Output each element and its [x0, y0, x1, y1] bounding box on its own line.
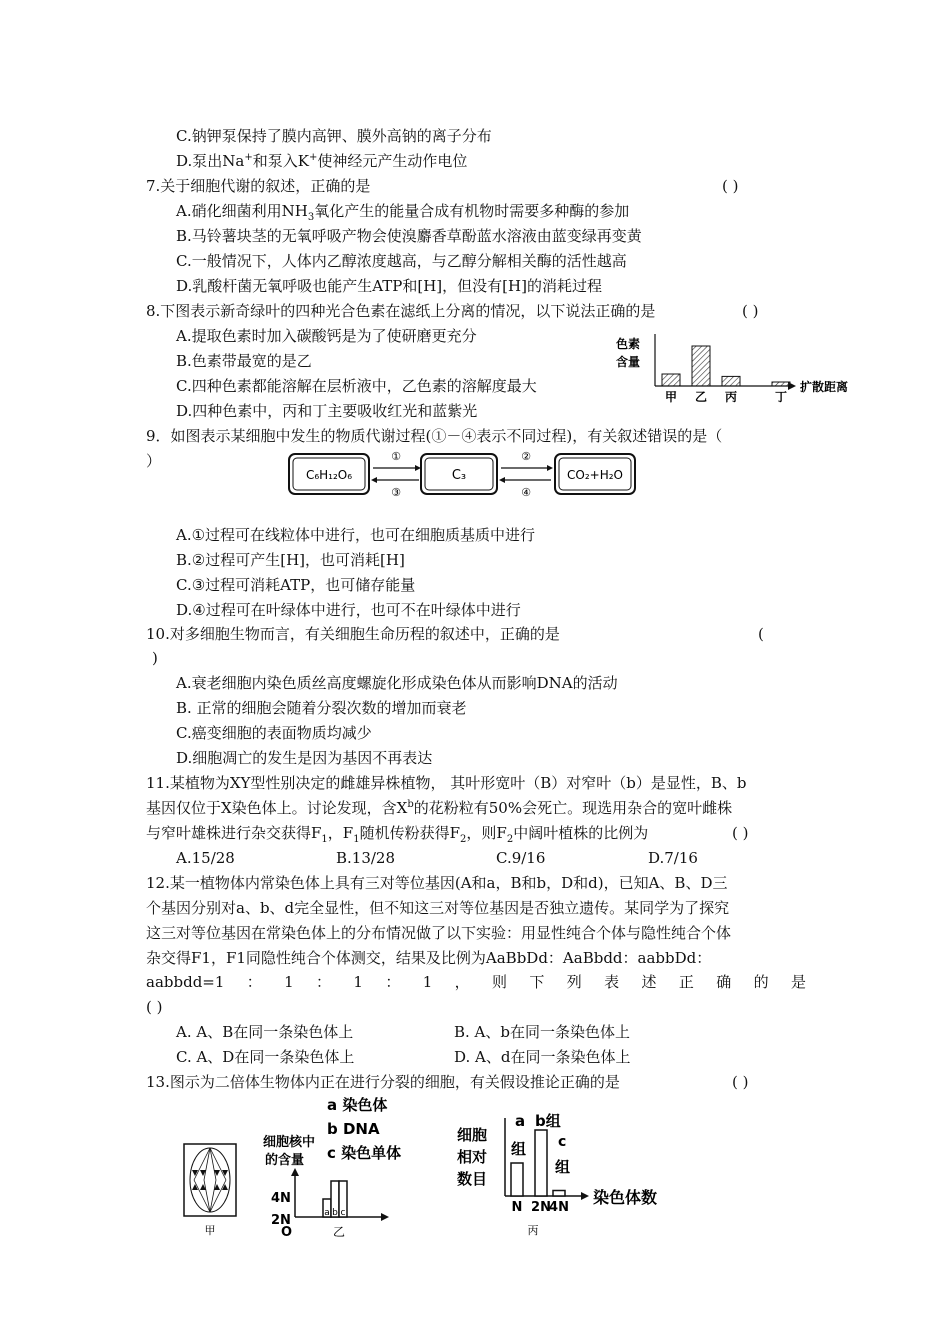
q9-stem: 9．如图表示某细胞中发生的物质代谢过程(①－④表示不同过程)，有关叙述错误的是（	[146, 427, 723, 445]
box-glucose-label: C₆H₁₂O₆	[305, 468, 353, 482]
bing-label-a: a	[515, 1112, 526, 1130]
bing-tick-1: 2N	[531, 1200, 551, 1215]
q12-line-5-part: 表	[604, 973, 620, 991]
metabolism-diagram	[285, 446, 645, 502]
q7-stem: 7.关于细胞代谢的叙述，正确的是	[146, 177, 371, 195]
q10-paren-open: (	[758, 625, 764, 643]
yi-origin: O	[281, 1225, 293, 1240]
bing-label-c-zu: 组	[555, 1158, 571, 1176]
yi-ylabel-2: 的含量	[265, 1153, 305, 1168]
bing-ylabel-3: 数目	[457, 1170, 488, 1188]
bing-ylabel-2: 相对	[457, 1148, 488, 1166]
q6-option-d: D.泵出Na+和泵入K+使神经元产生动作电位	[176, 152, 468, 170]
q12-line-5-part: 下	[529, 973, 545, 991]
q10-option-d: D.细胞凋亡的发生是因为基因不再表达	[176, 749, 433, 767]
q7-option-a: A.硝化细菌利用$NH_3$氧化产生的能量合成有机物时需要多种酶的参加	[176, 202, 630, 223]
q9-option-b: B.②过程可产生[H]，也可消耗[H]	[176, 551, 405, 569]
pigment-bar-label-1: 乙	[694, 390, 708, 404]
q9-stem-end: ）	[146, 452, 162, 470]
q12-line-5-part: 1	[422, 973, 433, 991]
q9-option-c: C.③过程可消耗ATP，也可储存能量	[176, 576, 416, 594]
q12-line-5-part: 的	[753, 973, 769, 991]
q12-line-1: 12.某一植物体内常染色体上具有三对等位基因(A和a，B和b，D和d)，已知A、B、D三	[146, 874, 728, 892]
q6-option-c: C.钠钾泵保持了膜内高钾、膜外高钠的离子分布	[176, 127, 492, 145]
q9-option-d: D.④过程可在叶绿体中进行，也可不在叶绿体中进行	[176, 601, 521, 619]
q12-line-5-part: aabbdd=1	[146, 973, 225, 991]
figure-yi-label: 乙	[332, 1225, 346, 1239]
q11-option-c: C.9/16	[496, 849, 546, 867]
yi-bar-label-1: b	[332, 1208, 338, 1218]
q12-option-a: A. A、B在同一条染色体上	[176, 1023, 354, 1041]
bing-label-a-zu: 组	[511, 1140, 527, 1158]
pigment-bar-3	[772, 382, 790, 386]
bing-tick-2: 4N	[549, 1200, 569, 1215]
q12-line-5-part: ：	[316, 973, 332, 991]
q10-option-a: A.衰老细胞内染色质丝高度螺旋化形成染色体从而影响DNA的活动	[176, 674, 618, 692]
figure-jia-cell	[180, 1140, 240, 1240]
bing-bar-2	[553, 1191, 565, 1197]
pigment-chart	[610, 330, 870, 410]
q12-line-5-part: ，	[454, 973, 470, 991]
q12-line-5-part: 1	[284, 973, 294, 991]
q7-answer-paren: ( )	[722, 177, 739, 195]
bing-label-c: c	[558, 1134, 567, 1150]
q8-option-a: A.提取色素时加入碳酸钙是为了使研磨更充分	[176, 327, 477, 345]
figure-bing-chart	[455, 1110, 685, 1240]
bing-ylabel-1: 细胞	[457, 1126, 488, 1144]
figure-bing-label: 丙	[527, 1224, 539, 1237]
q7-option-b: B.马铃薯块茎的无氧呼吸产物会使溴麝香草酚蓝水溶液由蓝变绿再变黄	[176, 227, 642, 245]
q11-option-b: B.13/28	[336, 849, 396, 867]
yi-ylabel-1: 细胞核中	[263, 1135, 316, 1150]
q8-stem: 8.下图表示新奇绿叶的四种光合色素在滤纸上分离的情况，以下说法正确的是	[146, 302, 656, 320]
yi-legend-b: b DNA	[327, 1120, 380, 1138]
q10-option-c: C.癌变细胞的表面物质均减少	[176, 724, 372, 742]
q12-option-d: D. A、d在同一条染色体上	[454, 1048, 631, 1066]
yi-bar-label-2: c	[340, 1208, 346, 1218]
q12-line-5-part: 正	[678, 973, 694, 991]
q11-option-d: D.7/16	[648, 849, 698, 867]
q12-line-5-part: 1	[353, 973, 363, 991]
q12-line-5-part: 是	[790, 973, 806, 991]
q12-line-3: 这三对等位基因在常染色体上的分布情况做了以下实验：用显性纯合个体与隐性纯合个体	[146, 924, 732, 942]
q12-line-5-part: 述	[641, 973, 657, 991]
q12-line-5	[146, 972, 806, 992]
yi-legend-c: c 染色单体	[327, 1144, 402, 1162]
q12-line-2: 个基因分别对a、b、d完全显性，但不知这三对等位基因是否独立遗传。某同学为了探究	[146, 899, 730, 917]
q8-option-c: C.四种色素都能溶解在层析液中，乙色素的溶解度最大	[176, 377, 537, 395]
box-co2-h2o-label: CO₂+H₂O	[567, 468, 623, 482]
q10-option-b: B. 正常的细胞会随着分裂次数的增加而衰老	[176, 699, 467, 717]
pigment-bar-0	[662, 374, 680, 386]
yi-bar-label-0: a	[324, 1208, 330, 1218]
yi-tick-2n: 2N	[271, 1213, 291, 1228]
q12-answer-paren: ( )	[146, 998, 163, 1016]
box-c3-label: C₃	[451, 468, 467, 483]
q11-line-2: 基因仅位于X染色体上。讨论发现，含$X^b$的花粉粒有50%会死亡。现选用杂合的宽叶雌株	[146, 799, 733, 817]
q11-answer-paren: ( )	[732, 824, 749, 842]
pigment-bar-label-2: 丙	[724, 390, 738, 404]
q10-paren-close: )	[152, 649, 158, 667]
pigment-bar-label-3: 丁	[774, 390, 788, 404]
q13-stem: 13.图示为二倍体生物体内正在进行分裂的细胞，有关假设推论正确的是	[146, 1073, 620, 1091]
figure-jia-label: 甲	[204, 1224, 216, 1237]
process-2-label: ②	[521, 450, 531, 463]
q11-line-3: 与窄叶雄株进行杂交获得$F_1$，$F_1$随机传粉获得$F_2$，则$F_2$中阔叶植株的比例为	[146, 824, 649, 845]
q11-line-1: 11.某植物为XY型性别决定的雌雄异株植物， 其叶形宽叶（B）对窄叶（b）是显性，B、b	[146, 774, 747, 792]
process-3-label: ③	[391, 486, 401, 499]
pigment-chart-ylabel-1: 色素	[615, 337, 641, 351]
q13-answer-paren: ( )	[732, 1073, 749, 1091]
q7-option-d: D.乳酸杆菌无氧呼吸也能产生ATP和[H]，但没有[H]的消耗过程	[176, 277, 602, 295]
pigment-bar-1	[692, 346, 710, 386]
bing-tick-0: N	[511, 1200, 523, 1215]
q12-line-5-part: 列	[566, 973, 582, 991]
q12-line-5-part: ：	[246, 973, 262, 991]
pigment-chart-xlabel: 扩散距离	[800, 380, 849, 394]
q8-option-b: B.色素带最宽的是乙	[176, 352, 312, 370]
q11-option-a: A.15/28	[176, 849, 235, 867]
bing-xlabel: 染色体数	[593, 1188, 658, 1207]
process-1-label: ①	[391, 450, 401, 463]
yi-legend-a: a 染色体	[327, 1096, 388, 1114]
q7-option-c: C.一般情况下，人体内乙醇浓度越高，与乙醇分解相关酶的活性越高	[176, 252, 627, 270]
bing-label-b: b组	[535, 1112, 561, 1130]
q10-stem: 10.对多细胞生物而言，有关细胞生命历程的叙述中，正确的是	[146, 625, 560, 643]
pigment-chart-ylabel-2: 含量	[615, 355, 641, 369]
bing-bar-1	[535, 1130, 547, 1196]
q12-line-5-part: 则	[491, 973, 507, 991]
q8-option-d: D.四种色素中，丙和丁主要吸收红光和蓝紫光	[176, 402, 478, 420]
q12-line-4: 杂交得F1，F1同隐性纯合个体测交，结果及比例为AaBbDd：AaBbdd：aabbDd：	[146, 949, 712, 967]
q12-option-b: B. A、b在同一条染色体上	[454, 1023, 630, 1041]
yi-tick-4n: 4N	[271, 1191, 291, 1206]
q8-answer-paren: ( )	[742, 302, 759, 320]
figure-yi-chart	[255, 1090, 435, 1240]
pigment-bar-label-0: 甲	[664, 390, 678, 404]
pigment-bar-2	[722, 376, 740, 386]
q12-option-c: C. A、D在同一条染色体上	[176, 1048, 355, 1066]
q12-line-5-part: 确	[716, 973, 732, 991]
process-4-label: ④	[521, 486, 531, 499]
q12-line-5-part: ：	[385, 973, 401, 991]
bing-bar-0	[511, 1163, 523, 1196]
q9-option-a: A.①过程可在线粒体中进行，也可在细胞质基质中进行	[176, 526, 536, 544]
